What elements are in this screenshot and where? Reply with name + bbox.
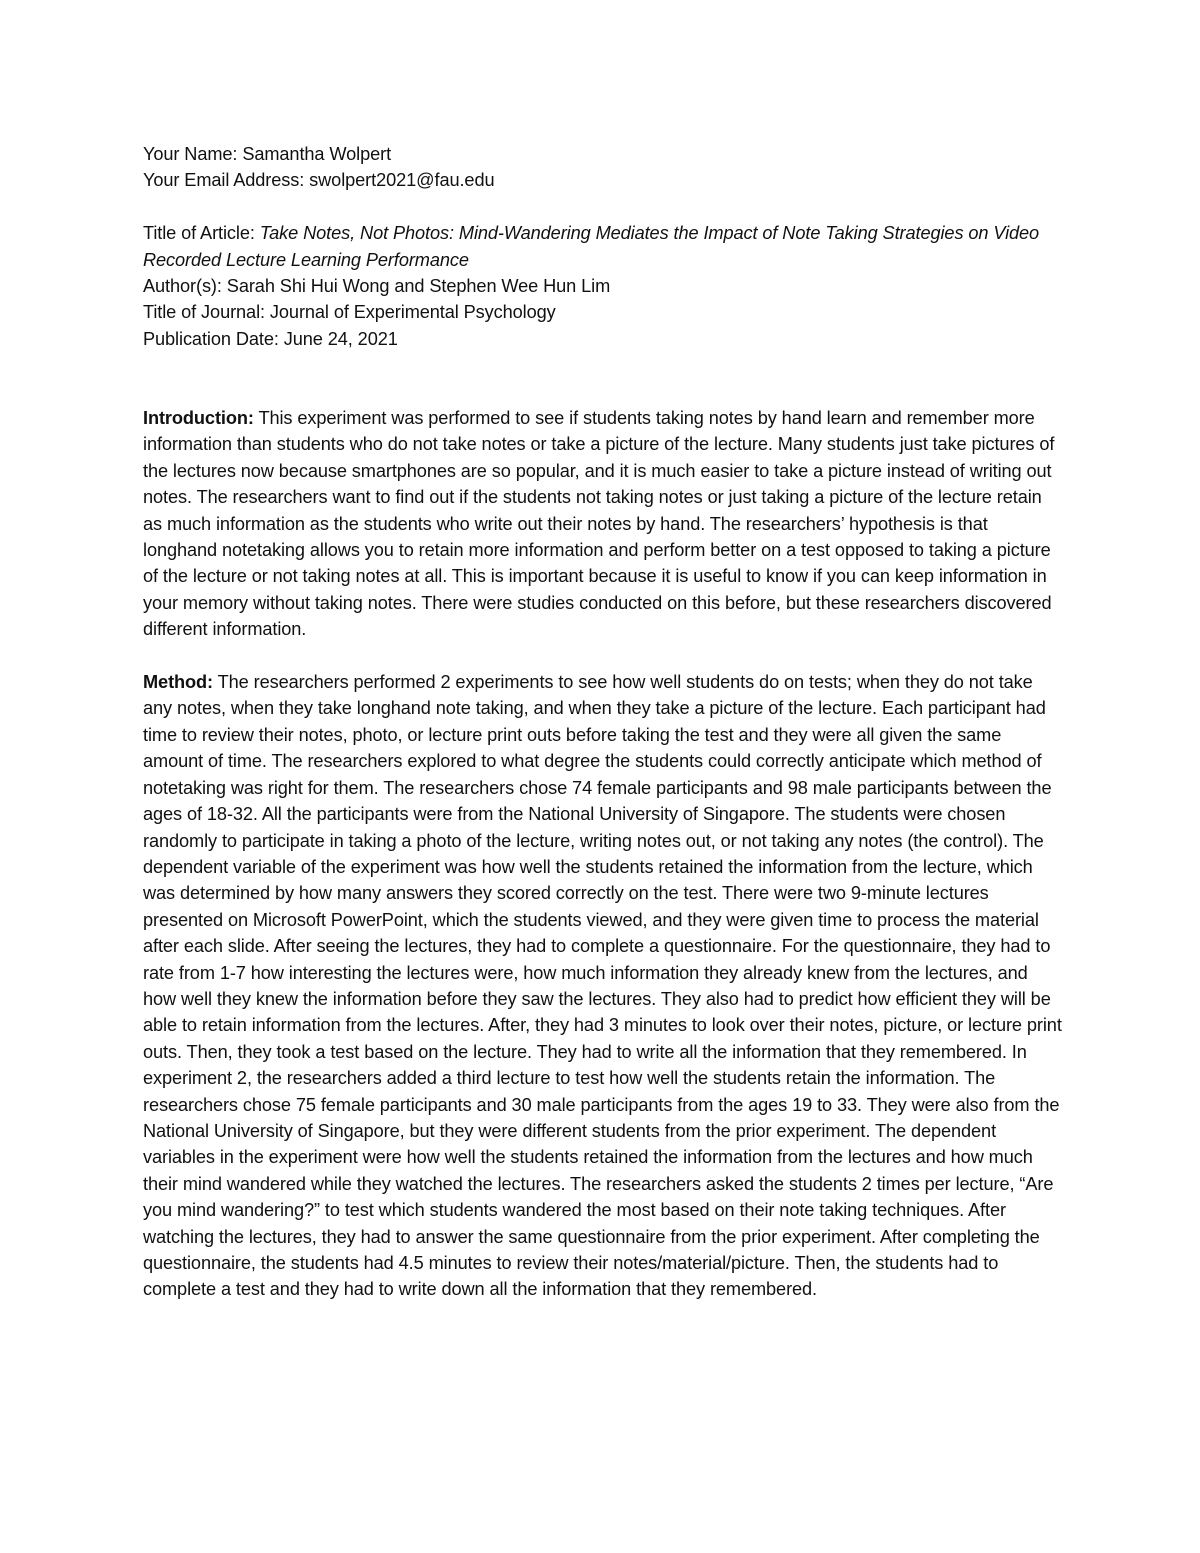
spacer xyxy=(143,643,1063,669)
student-name-line: Your Name: Samantha Wolpert xyxy=(143,144,392,164)
introduction-label: Introduction: xyxy=(143,408,254,429)
method-label: Method: xyxy=(143,672,214,693)
article-title-line xyxy=(143,220,1063,273)
article-title-label: Title of Article: xyxy=(143,223,260,244)
article-title: Take Notes, Not Photos: Mind-Wandering Mediates the Impact of Note Taking Strategies on Video Recorded Lecture Learning Performance xyxy=(143,223,1040,270)
document-body xyxy=(143,141,1063,1303)
introduction-paragraph xyxy=(143,405,1063,643)
method-paragraph xyxy=(143,669,1063,1303)
spacer xyxy=(143,352,1063,405)
method-text: The researchers performed 2 experiments to see how well students do on tests; when they do not take any notes, when they take longhand note taking, and when they take a picture of the lecture. Each participant had time to review their notes, photo, or lecture print outs before taking the test and they were all given the same amount of time. The researchers explored to what degree the students could correctly anticipate which method of notetaking was right for them. The researchers chose 74 female participants and 98 male participants between the ages of 18-32. All the participants were from the National University of Singapore. The students were chosen randomly to participate in taking a photo of the lecture, writing notes out, or not taking any notes (the control). The dependent variable of the experiment was how well the students retained the information from the lecture, which was determined by how many answers they scored correctly on the test. There were two 9-minute lectures presented on Microsoft PowerPoint, which the students viewed, and they were given time to process the material after each slide. After seeing the lectures, they had to complete a questionnaire. For the questionnaire, they had to rate from 1-7 how interesting the lectures were, how much information they already knew from the lectures, and how well they knew the information before they saw the lectures. They also had to predict how efficient they will be able to retain information from the lectures. After, they had 3 minutes to look over their notes, picture, or lecture print outs. Then, they took a test based on the lecture. They had to write all the information that they remembered. In experiment 2, the researchers added a third lecture to test how well the students retain the information. The researchers chose 75 female participants and 30 male participants from the ages 19 to 33. They were also from the National University of Singapore, but they were different students from the prior experiment. The dependent variables in the experiment were how well the students retained the information from the lectures and how much their mind wandered while they watched the lectures. The researchers asked the students 2 times per lecture, “Are you mind wandering?” to test which students wandered the most based on their note taking techniques. After watching the lectures, they had to answer the same questionnaire from the prior experiment. After completing the questionnaire, the students had 4.5 minutes to review their notes/material/picture. Then, the students had to complete a test and they had to write down all the information that they remembered. xyxy=(143,672,1062,1300)
introduction-text: This experiment was performed to see if students taking notes by hand learn and remember more information than students who do not take notes or take a picture of the lecture. Many students just take pictures of the lectures now because smartphones are so popular, and it is much easier to take a picture instead of writing out notes. The researchers want to find out if the students not taking notes or just taking a picture of the lecture retain as much information as the students who write out their notes by hand. The researchers’ hypothesis is that longhand notetaking allows you to retain more information and perform better on a test opposed to taking a picture of the lecture or not taking notes at all. This is important because it is useful to know if you can keep information in your memory without taking notes. There were studies conducted on this before, but these researchers discovered different information. xyxy=(143,408,1055,640)
spacer xyxy=(143,194,1063,220)
publication-date-line: Publication Date: June 24, 2021 xyxy=(143,328,398,349)
student-email-line: Your Email Address: swolpert2021@fau.edu xyxy=(143,170,495,191)
authors-line: Author(s): Sarah Shi Hui Wong and Stephen Wee Hun Lim xyxy=(143,276,611,297)
journal-line: Title of Journal: Journal of Experimental Psychology xyxy=(143,302,556,323)
